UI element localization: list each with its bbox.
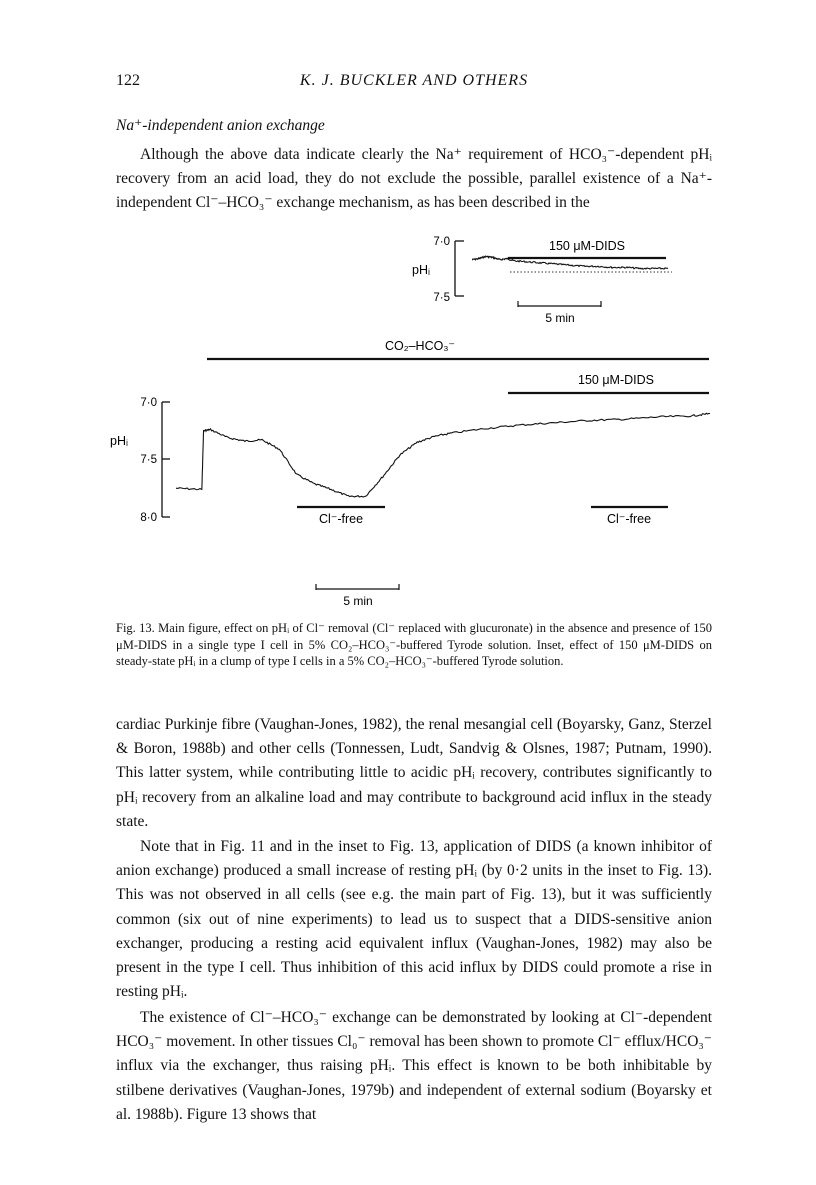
page-number: 122 [116, 72, 140, 89]
page-header [116, 72, 712, 96]
main-ph-trace [176, 413, 710, 497]
inset-y-label: pHᵢ [412, 263, 430, 277]
paragraph-3: Note that in Fig. 11 and in the inset to Fig. 13, application of DIDS (a known inhibitor of anion exchange) produced a small increase of resting pHᵢ (by 0·2 units in the inset to Fig. 13). This was not observed in all cells (see e.g. the main part of Fig. 13), but it was sufficiently common (six out of nine experiments) to lead us to suspect that a DIDS-sensitive anion exchanger, producing a resting acid equivalent influx (Vaughan-Jones, 1982) may also be present in the type I cell. Thus inhibition of this acid influx by DIDS could promote a rise in resting pHᵢ. [116, 838, 712, 1001]
running-head: K. J. BUCKLER AND OTHERS [299, 72, 529, 89]
main-time-scale [316, 584, 399, 590]
main-chart [110, 339, 710, 608]
figure-13 [0, 222, 816, 614]
main-y-tick-2: 7·5 [140, 454, 157, 466]
main-y-tick-3: 8·0 [140, 512, 157, 524]
inset-time-scale [518, 301, 601, 307]
inset-y-tick-2: 7·5 [433, 292, 450, 304]
inset-chart [412, 236, 672, 325]
paragraph-1: Although the above data indicate clearly the Na⁺ requirement of HCO₃⁻-dependent pHᵢ recovery from an acid load, they do not exclude the possible, parallel existence of a Na⁺-independent Cl⁻–HCO₃⁻ exchange mechanism, as has been described in the [116, 146, 712, 212]
main-dids-label: 150 μM-DIDS [578, 373, 654, 387]
cl-free-label-2: Cl⁻-free [606, 512, 652, 526]
section-title: Na⁺-independent anion exchange [116, 117, 325, 134]
main-y-axis [162, 402, 170, 517]
inset-y-axis [455, 241, 464, 296]
co2-hco3-label: CO₂–HCO₃⁻ [384, 339, 456, 353]
paragraph-4: The existence of Cl⁻–HCO₃⁻ exchange can be demonstrated by looking at Cl⁻-dependent HCO₃⁻ movement. In other tissues Cl₀⁻ removal has been shown to promote Cl⁻ efflux/HCO₃⁻ influx via the exchanger, thus raising pHᵢ. This effect is known to be both inhibitable by stilbene derivatives (Vaughan-Jones, 1979b) and independent of external sodium (Boyarsky et al. 1988b). Figure 13 shows that [116, 1009, 712, 1123]
inset-time-scale-label: 5 min [545, 311, 575, 325]
main-y-tick-1: 7·0 [140, 397, 157, 409]
figure-caption: Fig. 13. Main figure, effect on pHᵢ of Cl⁻ removal (Cl⁻ replaced with glucuronate) in the absence and presence of 150 μM-DIDS in a single type I cell in 5% CO₂–HCO₃⁻-buffered Tyrode solution. Inset, effect of 150 μM-DIDS on steady-state pHᵢ in a clump of type I cells in a 5% CO₂–HCO₃⁻-buffered Tyrode solution. [116, 621, 712, 668]
main-y-label: pHᵢ [110, 434, 128, 448]
paragraph-2: cardiac Purkinje fibre (Vaughan-Jones, 1982), the renal mesangial cell (Boyarsky, Ganz, Sterzel & Boron, 1988b) and other cells (Tonnessen, Ludt, Sandvig & Olsnes, 1987; Putnam, 1990). This latter system, while contributing little to acidic pHᵢ recovery, contributes significantly to pHᵢ recovery from an alkaline load and may contribute to background acid influx in the steady state. [116, 716, 712, 830]
cl-free-label-1: Cl⁻-free [318, 512, 364, 526]
main-time-scale-label: 5 min [343, 594, 373, 608]
inset-y-tick-1: 7·0 [433, 236, 450, 248]
inset-dids-label: 150 μM-DIDS [549, 239, 625, 253]
